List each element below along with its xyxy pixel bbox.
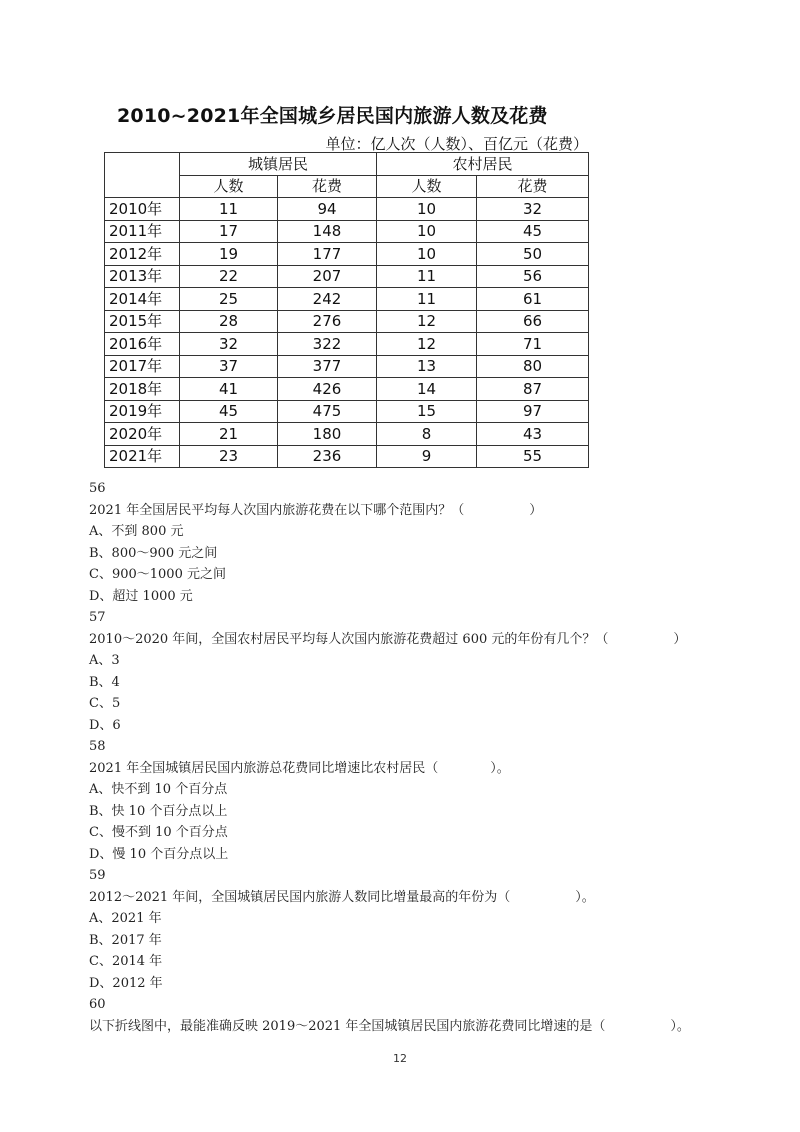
value-cell: 97 [477,400,589,423]
answer-option: B、800～900 元之间 [89,545,218,561]
year-cell: 2016年 [105,333,180,356]
question-number: 59 [89,868,106,883]
value-cell: 32 [180,333,278,356]
question-number: 57 [89,610,106,625]
answer-option: D、慢 10 个百分点以上 [89,846,229,862]
value-cell: 71 [477,333,589,356]
table-row [105,243,589,266]
group-header-urban: 城镇居民 [180,153,377,176]
value-cell: 61 [477,288,589,311]
value-cell: 242 [278,288,377,311]
subheader-rural-count: 人数 [377,175,477,198]
value-cell: 23 [180,445,278,468]
value-cell: 37 [180,355,278,378]
value-cell: 28 [180,310,278,333]
table-row [105,400,589,423]
value-cell: 276 [278,310,377,333]
value-cell: 12 [377,333,477,356]
table-row [105,265,589,288]
value-cell: 426 [278,378,377,401]
value-cell: 13 [377,355,477,378]
value-cell: 19 [180,243,278,266]
answer-option: A、2021 年 [89,911,162,926]
answer-option: C、5 [89,696,121,711]
value-cell: 9 [377,445,477,468]
value-cell: 475 [278,400,377,423]
answer-option: A、3 [89,653,120,668]
value-cell: 94 [278,198,377,221]
value-cell: 377 [278,355,377,378]
year-cell: 2021年 [105,445,180,468]
tourism-table [104,152,589,468]
year-cell: 2013年 [105,265,180,288]
table-row [105,220,589,243]
value-cell: 50 [477,243,589,266]
table-row [105,423,589,446]
value-cell: 10 [377,243,477,266]
year-cell: 2014年 [105,288,180,311]
subheader-rural-spend: 花费 [477,175,589,198]
answer-option: D、6 [89,717,121,733]
answer-option: B、快 10 个百分点以上 [89,803,228,819]
value-cell: 148 [278,220,377,243]
table-title: 2010~2021年全国城乡居民国内旅游人数及花费 [117,105,548,127]
answer-option: D、2012 年 [89,975,163,991]
question-stem: 2010～2020 年间，全国农村居民平均每人次国内旅游花费超过 600 元的年份有几个？（ ） [89,631,687,647]
value-cell: 207 [278,265,377,288]
value-cell: 32 [477,198,589,221]
value-cell: 45 [477,220,589,243]
value-cell: 10 [377,220,477,243]
value-cell: 8 [377,423,477,446]
value-cell: 56 [477,265,589,288]
subheader-urban-count: 人数 [180,175,278,198]
value-cell: 66 [477,310,589,333]
table-row [105,310,589,333]
year-cell: 2011年 [105,220,180,243]
answer-option: B、4 [89,674,120,690]
question-list [89,478,769,1037]
question-stem: 以下折线图中，最能准确反映 2019～2021 年全国城镇居民国内旅游花费同比增速的是（ ）。 [89,1018,690,1034]
value-cell: 21 [180,423,278,446]
value-cell: 55 [477,445,589,468]
value-cell: 12 [377,310,477,333]
table-row [105,445,589,468]
question-number: 56 [89,481,106,496]
unit-note: 单位：亿人次（人数）、百亿元（花费） [325,135,588,153]
value-cell: 43 [477,423,589,446]
value-cell: 41 [180,378,278,401]
page-number: 12 [393,1052,407,1065]
value-cell: 322 [278,333,377,356]
year-cell: 2015年 [105,310,180,333]
year-cell: 2010年 [105,198,180,221]
question-stem: 2021 年全国居民平均每人次国内旅游花费在以下哪个范围内？（ ） [89,502,543,518]
answer-option: B、2017 年 [89,932,162,948]
year-cell: 2012年 [105,243,180,266]
value-cell: 10 [377,198,477,221]
value-cell: 45 [180,400,278,423]
table-row [105,288,589,311]
corner-cell [105,153,180,198]
value-cell: 236 [278,445,377,468]
table-header-row [105,153,589,176]
value-cell: 11 [180,198,278,221]
value-cell: 11 [377,288,477,311]
question-stem: 2012～2021 年间，全国城镇居民国内旅游人数同比增量最高的年份为（ ）。 [89,889,595,905]
table-row [105,198,589,221]
group-header-rural: 农村居民 [377,153,589,176]
answer-option: C、900～1000 元之间 [89,567,226,582]
answer-option: A、不到 800 元 [89,524,184,539]
answer-option: C、慢不到 10 个百分点 [89,825,228,840]
value-cell: 14 [377,378,477,401]
year-cell: 2018年 [105,378,180,401]
answer-option: C、2014 年 [89,954,163,969]
year-cell: 2019年 [105,400,180,423]
year-cell: 2020年 [105,423,180,446]
table-row [105,333,589,356]
value-cell: 17 [180,220,278,243]
value-cell: 15 [377,400,477,423]
value-cell: 25 [180,288,278,311]
value-cell: 22 [180,265,278,288]
question-stem: 2021 年全国城镇居民国内旅游总花费同比增速比农村居民（ ）。 [89,760,510,776]
value-cell: 11 [377,265,477,288]
value-cell: 87 [477,378,589,401]
table-row [105,378,589,401]
value-cell: 80 [477,355,589,378]
subheader-urban-spend: 花费 [278,175,377,198]
question-number: 58 [89,739,106,754]
answer-option: D、超过 1000 元 [89,588,193,604]
question-number: 60 [89,997,106,1012]
year-cell: 2017年 [105,355,180,378]
value-cell: 177 [278,243,377,266]
answer-option: A、快不到 10 个百分点 [89,782,228,797]
value-cell: 180 [278,423,377,446]
table-row [105,355,589,378]
